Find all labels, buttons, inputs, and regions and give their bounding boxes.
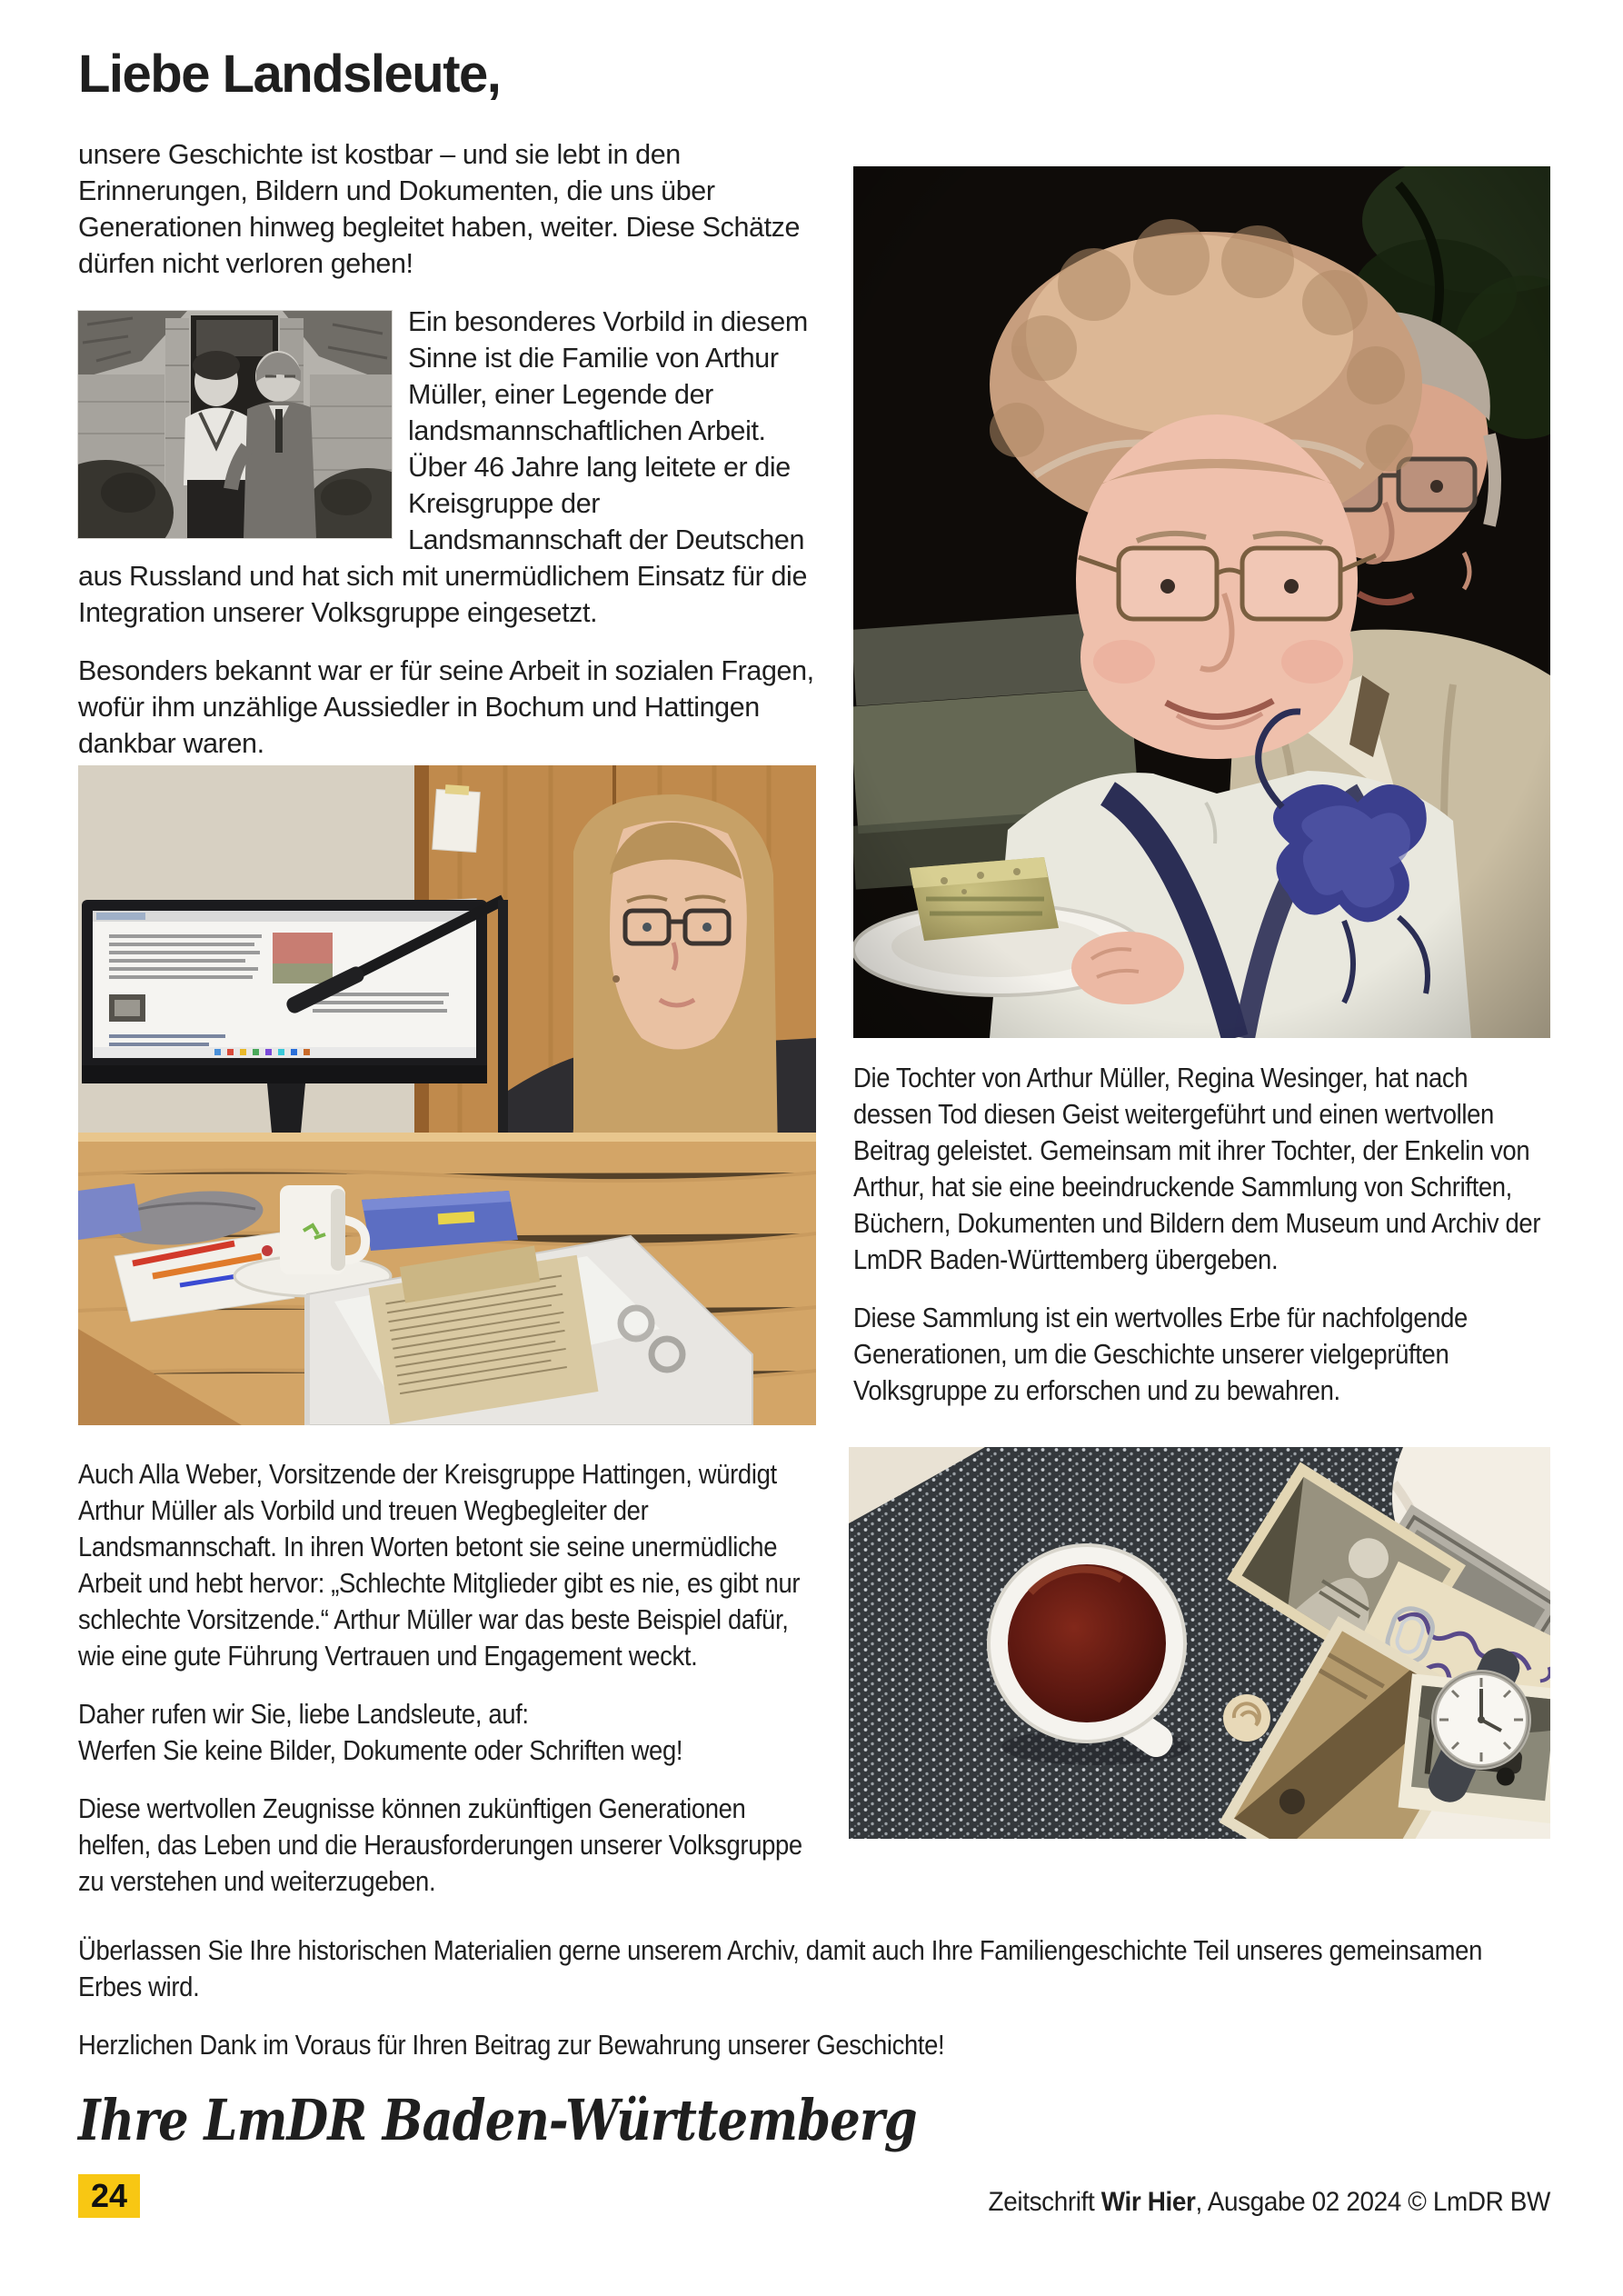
- aufruf-line-1: Daher rufen wir Sie, liebe Landsleute, auf:: [78, 1699, 529, 1730]
- photo-mueller-family-bw: [78, 311, 392, 538]
- paragraph-sammlung: Diese Sammlung ist ein wertvolles Erbe für nachfolgende Generationen, um die Geschichte unserer vielgeprüften Volksgruppe zu erforschen und zu bewahren.: [853, 1303, 1468, 1406]
- photo-couple-with-cake: [853, 166, 1550, 1038]
- page-title: Liebe Landsleute,: [78, 45, 501, 104]
- paragraph-aufruf: [78, 1696, 816, 1769]
- aufruf-line-2: Werfen Sie keine Bilder, Dokumente oder Schriften weg!: [78, 1735, 683, 1766]
- signature-lmdr: Ihre LmDR Baden-Württemberg: [78, 2087, 917, 2153]
- photo-tea-memorabilia: [849, 1447, 1550, 1839]
- paragraph-dank: Herzlichen Dank im Voraus für Ihren Beitrag zur Bewahrung unserer Geschichte!: [78, 2030, 945, 2061]
- paragraph-sozial: Besonders bekannt war er für seine Arbeit in sozialen Fragen, wofür ihm unzählige Aussiedler in Bochum und Hattingen dankbar waren.: [78, 655, 814, 759]
- paragraph-weber: Auch Alla Weber, Vorsitzende der Kreisgruppe Hattingen, würdigt Arthur Müller als Vorbild und treuen Wegbegleiter der Landsmannschaft. In ihren Worten betont sie seine unermüdliche Arbeit und hebt hervor: „Schlechte Mitglieder gibt es nie, es gibt nur schlechte Vorsitzende.“ Arthur Müller war das beste Beispiel dafür, wie eine gute Führung Vertrauen und Engagement weckt.: [78, 1459, 801, 1672]
- paragraph-zeugnisse: Diese wertvollen Zeugnisse können zukünftigen Generationen helfen, das Leben und die Herausforderungen unserer Volksgruppe zu verstehen und weiterzugeben.: [78, 1793, 802, 1897]
- paragraph-intro: unsere Geschichte ist kostbar – und sie lebt in den Erinnerungen, Bildern und Dokumenten, die uns über Generationen hinweg begleitet haben, weiter. Diese Schätze dürfen nicht verloren gehen!: [78, 139, 801, 279]
- left-column-lower: [78, 1456, 816, 1922]
- page-number-badge: 24: [78, 2174, 140, 2218]
- photo-archive-desk: [78, 765, 816, 1425]
- paragraph-vorbild-wrap: [78, 304, 816, 631]
- credit-prefix: Zeitschrift: [988, 2187, 1101, 2217]
- credit-magazine-title: Wir Hier: [1100, 2187, 1196, 2217]
- footer-credit: [989, 2187, 1550, 2218]
- closing-section: [78, 1932, 1550, 2153]
- credit-suffix: , Ausgabe 02 2024 © LmDR BW: [1195, 2187, 1550, 2217]
- paragraph-archiv: Überlassen Sie Ihre historischen Materialien gerne unserem Archiv, damit auch Ihre Familiengeschichte Teil unseres gemeinsamen Erbes wird.: [78, 1935, 1482, 2002]
- left-column: [78, 136, 816, 784]
- paragraph-vorbild: Ein besonderes Vorbild in diesem Sinne ist die Familie von Arthur Müller, einer Legende der landsmannschaftlichen Arbeit. Über 46 Jahre lang leitete er die Kreisgruppe der Landsmannschaft der Deutschen aus Russland und hat sich mit unermüdlichem Einsatz für die Integration unserer Volksgruppe eingesetzt.: [78, 306, 808, 628]
- paragraph-tochter: Die Tochter von Arthur Müller, Regina Wesinger, hat nach dessen Tod diesen Geist weitergeführt und einen wertvollen Beitrag geleistet. Gemeinsam mit ihrer Tochter, der Enkelin von Arthur, hat sie eine beeindruckende Sammlung von Schriften, Büchern, Dokumenten und Bildern dem Museum und Archiv der LmDR Baden-Württemberg übergeben.: [853, 1063, 1541, 1275]
- right-column: [853, 1060, 1550, 1431]
